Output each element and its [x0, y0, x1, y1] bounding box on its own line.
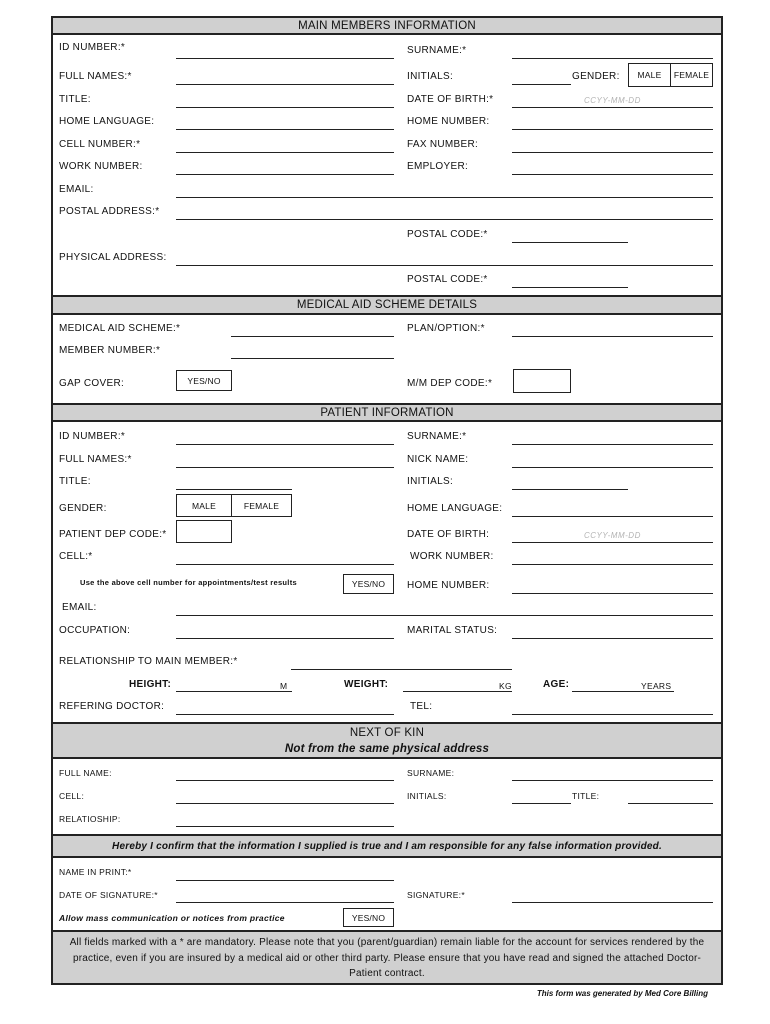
- field-postal-address[interactable]: [176, 219, 713, 220]
- label-id-number: ID NUMBER:*: [59, 42, 126, 53]
- mass-communication-yes-no[interactable]: YES/NO: [343, 908, 394, 927]
- label-kin-full-name: FULL NAME:: [59, 768, 112, 778]
- field-signature[interactable]: [512, 902, 713, 903]
- label-patient-work-number: WORK NUMBER:: [410, 551, 494, 562]
- label-patient-full-names: FULL NAMES:*: [59, 454, 132, 465]
- label-postal-address: POSTAL ADDRESS:*: [59, 206, 160, 217]
- field-patient-full-names[interactable]: [176, 467, 394, 468]
- field-relationship[interactable]: [291, 669, 512, 670]
- field-full-names[interactable]: [176, 84, 394, 85]
- label-medical-aid-scheme: MEDICAL AID SCHEME:*: [59, 323, 181, 334]
- label-cell-number: CELL NUMBER:*: [59, 139, 141, 150]
- field-employer[interactable]: [512, 174, 713, 175]
- main-members-header: MAIN MEMBERS INFORMATION: [53, 16, 721, 35]
- patient-gender-female-option[interactable]: FEMALE: [231, 494, 292, 517]
- field-title[interactable]: [176, 107, 394, 108]
- field-home-language[interactable]: [176, 129, 394, 130]
- label-home-language: HOME LANGUAGE:: [59, 116, 155, 127]
- patient-dob-hint: CCYY-MM-DD: [584, 531, 641, 540]
- label-patient-nick-name: NICK NAME:: [407, 454, 469, 465]
- field-kin-full-name[interactable]: [176, 780, 394, 781]
- field-postal-code[interactable]: [512, 242, 628, 243]
- label-patient-surname: SURNAME:*: [407, 431, 467, 442]
- field-date-of-signature[interactable]: [176, 902, 394, 903]
- label-patient-home-number: HOME NUMBER:: [407, 580, 490, 591]
- label-patient-gender: GENDER:: [59, 503, 107, 514]
- field-email[interactable]: [176, 197, 713, 198]
- mandatory-fields-note: All fields marked with a * are mandatory. Please note that you (parent/guardian) remain liable for the account for services rendered by the practice, even if you are insured by a medical aid or other third party. Please ensure that you have read and signed the attached Doctor-Patient contract.: [53, 930, 721, 983]
- next-of-kin-title: NEXT OF KIN: [349, 727, 425, 739]
- label-kin-initials: INITIALS:: [407, 791, 447, 801]
- label-name-in-print: NAME IN PRINT:*: [59, 867, 132, 877]
- field-patient-title[interactable]: [176, 489, 292, 490]
- label-home-number: HOME NUMBER:: [407, 116, 490, 127]
- label-patient-id-number: ID NUMBER:*: [59, 431, 126, 442]
- label-initials: INITIALS:: [407, 71, 454, 82]
- label-relationship: RELATIONSHIP TO MAIN MEMBER:*: [59, 656, 238, 667]
- field-weight[interactable]: [403, 691, 512, 692]
- label-surname: SURNAME:*: [407, 45, 467, 56]
- registration-form: [51, 16, 723, 985]
- label-patient-email: EMAIL:: [62, 602, 97, 613]
- label-patient-dep-code: PATIENT DEP CODE:*: [59, 529, 167, 540]
- gap-cover-yes-no[interactable]: YES/NO: [176, 370, 232, 391]
- label-physical-address: PHYSICAL ADDRESS:: [59, 252, 167, 263]
- field-referring-doctor[interactable]: [176, 714, 394, 715]
- field-patient-initials[interactable]: [512, 489, 628, 490]
- label-occupation: OCCUPATION:: [59, 625, 131, 636]
- field-fax-number[interactable]: [512, 152, 713, 153]
- label-signature: SIGNATURE:*: [407, 890, 465, 900]
- patient-info-header: PATIENT INFORMATION: [53, 403, 721, 422]
- next-of-kin-header: [53, 722, 721, 759]
- label-employer: EMPLOYER:: [407, 161, 469, 172]
- label-full-names: FULL NAMES:*: [59, 71, 132, 82]
- confirmation-statement: Hereby I confirm that the information I supplied is true and I am responsible for any false information provided.: [53, 834, 721, 858]
- field-patient-work-number[interactable]: [512, 564, 713, 565]
- field-height[interactable]: [176, 691, 292, 692]
- label-postal-code: POSTAL CODE:*: [407, 229, 488, 240]
- field-kin-surname[interactable]: [512, 780, 713, 781]
- label-member-number: MEMBER NUMBER:*: [59, 345, 161, 356]
- field-patient-id-number[interactable]: [176, 444, 394, 445]
- cell-usage-note: Use the above cell number for appointments/test results: [80, 578, 297, 587]
- field-patient-dep-code[interactable]: [176, 520, 232, 543]
- field-occupation[interactable]: [176, 638, 394, 639]
- age-unit: YEARS: [641, 681, 672, 691]
- label-age: AGE:: [543, 679, 570, 690]
- field-age[interactable]: [572, 691, 674, 692]
- label-patient-dob: DATE OF BIRTH:: [407, 529, 490, 540]
- form-credit: This form was generated by Med Core Billing: [536, 989, 708, 998]
- next-of-kin-subtitle: Not from the same physical address: [284, 743, 490, 755]
- label-patient-cell: CELL:*: [59, 551, 93, 562]
- label-fax-number: FAX NUMBER:: [407, 139, 479, 150]
- gender-male-option[interactable]: MALE: [628, 63, 671, 87]
- field-patient-home-language[interactable]: [512, 516, 713, 517]
- label-work-number: WORK NUMBER:: [59, 161, 143, 172]
- field-name-in-print[interactable]: [176, 880, 394, 881]
- weight-unit: KG: [499, 681, 512, 691]
- label-weight: WEIGHT:: [344, 679, 389, 690]
- field-plan-option[interactable]: [512, 336, 713, 337]
- field-id-number[interactable]: [176, 58, 394, 59]
- label-patient-initials: INITIALS:: [407, 476, 454, 487]
- gender-female-option[interactable]: FEMALE: [670, 63, 713, 87]
- mass-communication-label: Allow mass communication or notices from practice: [59, 913, 285, 923]
- field-surname[interactable]: [512, 58, 713, 59]
- field-dob[interactable]: [512, 107, 713, 108]
- label-patient-title: TITLE:: [59, 476, 91, 487]
- field-postal-code-physical[interactable]: [512, 287, 628, 288]
- label-height: HEIGHT:: [129, 679, 172, 690]
- field-initials[interactable]: [512, 84, 571, 85]
- label-tel: TEL:: [410, 701, 433, 712]
- field-patient-surname[interactable]: [512, 444, 713, 445]
- field-kin-title[interactable]: [628, 803, 713, 804]
- field-physical-address[interactable]: [176, 265, 713, 266]
- medical-aid-header: MEDICAL AID SCHEME DETAILS: [53, 295, 721, 315]
- label-kin-title: TITLE:: [572, 791, 600, 801]
- field-member-number[interactable]: [231, 358, 394, 359]
- label-kin-surname: SURNAME:: [407, 768, 455, 778]
- label-patient-home-language: HOME LANGUAGE:: [407, 503, 503, 514]
- field-patient-nick-name[interactable]: [512, 467, 713, 468]
- field-patient-dob[interactable]: [512, 542, 713, 543]
- field-marital-status[interactable]: [512, 638, 713, 639]
- field-medical-aid-scheme[interactable]: [231, 336, 394, 337]
- field-kin-cell[interactable]: [176, 803, 394, 804]
- cell-usage-yes-no[interactable]: YES/NO: [343, 574, 394, 594]
- field-patient-cell[interactable]: [176, 564, 394, 565]
- field-kin-relationship[interactable]: [176, 826, 394, 827]
- height-unit: M: [280, 681, 288, 691]
- field-patient-home-number[interactable]: [512, 593, 713, 594]
- field-kin-initials[interactable]: [512, 803, 571, 804]
- label-gender: GENDER:: [572, 71, 620, 82]
- patient-gender-male-option[interactable]: MALE: [176, 494, 232, 517]
- field-patient-email[interactable]: [176, 615, 713, 616]
- label-dob: DATE OF BIRTH:*: [407, 94, 494, 105]
- label-marital-status: MARITAL STATUS:: [407, 625, 498, 636]
- field-mm-dep-code[interactable]: [513, 369, 571, 393]
- label-kin-relationship: RELATIOSHIP:: [59, 814, 121, 824]
- label-referring-doctor: REFERING DOCTOR:: [59, 701, 165, 712]
- label-mm-dep-code: M/M DEP CODE:*: [407, 378, 493, 389]
- label-plan-option: PLAN/OPTION:*: [407, 323, 485, 334]
- label-postal-code-physical: POSTAL CODE:*: [407, 274, 488, 285]
- field-work-number[interactable]: [176, 174, 394, 175]
- label-email: EMAIL:: [59, 184, 94, 195]
- field-tel[interactable]: [512, 714, 713, 715]
- field-cell-number[interactable]: [176, 152, 394, 153]
- dob-hint: CCYY-MM-DD: [584, 96, 641, 105]
- field-home-number[interactable]: [512, 129, 713, 130]
- label-gap-cover: GAP COVER:: [59, 378, 125, 389]
- label-date-of-signature: DATE OF SIGNATURE:*: [59, 890, 158, 900]
- label-kin-cell: CELL:: [59, 791, 85, 801]
- label-title: TITLE:: [59, 94, 91, 105]
